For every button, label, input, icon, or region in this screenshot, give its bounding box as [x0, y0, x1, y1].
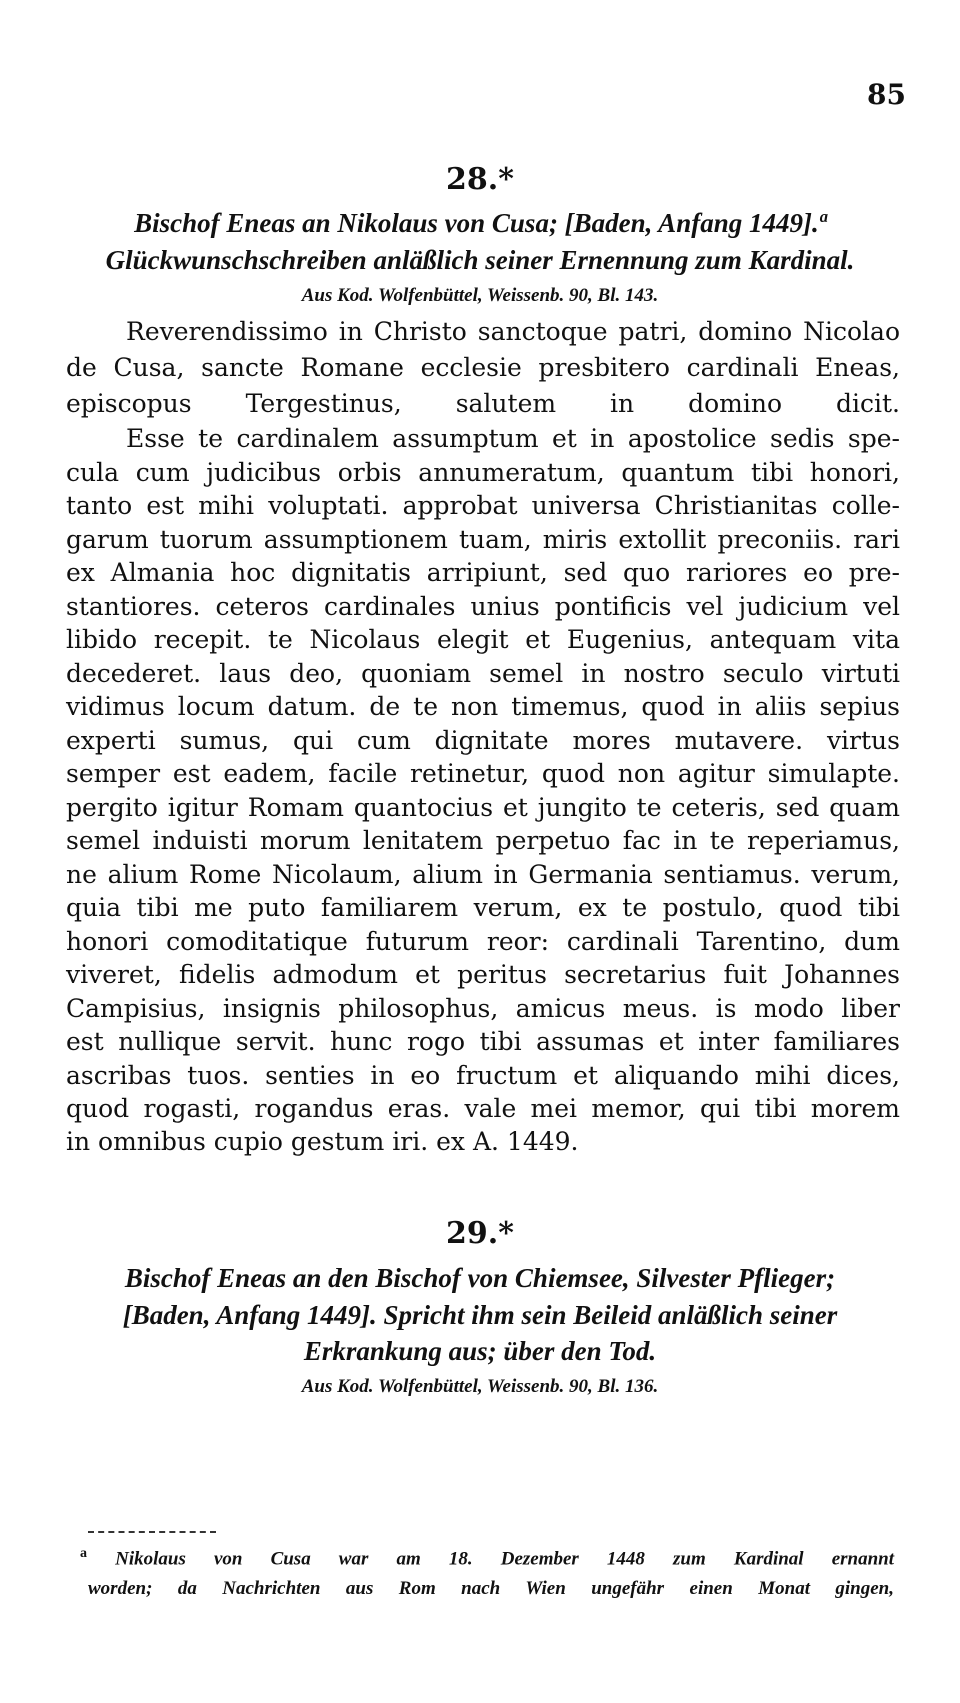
document-28-title-line-2: Glückwunschschreiben anläßlich seiner Ernennung zum Kardinal. — [105, 245, 855, 275]
body-line: est nullique servit. hunc rogo tibi assumas et inter familiares — [66, 1027, 900, 1056]
document-29-title-line-3: Erkrankung aus; über den Tod. — [303, 1336, 657, 1366]
body-line: quod rogasti, rogandus eras. vale mei memor, qui tibi morem — [66, 1094, 900, 1123]
body-line: viveret, fidelis admodum et peritus secretarius fuit Johannes — [66, 960, 900, 989]
footnote-rule — [88, 1531, 216, 1533]
document-29-title-line-1: Bischof Eneas an den Bischof von Chiemsee, Silvester Pflieger; — [124, 1263, 836, 1293]
body-line: ex Almania hoc dignitatis arripiunt, sed quo rariores eo pre- — [66, 558, 900, 587]
body-line: garum tuorum assumptionem tuam, miris extollit preconiis. rari — [66, 524, 900, 554]
footnote-mark: a — [80, 1546, 87, 1561]
address-line: de Cusa, sancte Romane ecclesie presbitero cardinali Eneas, — [66, 353, 900, 382]
body-line: semper est eadem, facile retinetur, quod non agitur simulapte. — [66, 759, 900, 788]
footnote-line-1-text: Nikolaus von Cusa war am 18. Dezember 1448 zum Kardinal ernannt — [115, 1548, 894, 1570]
document-29-title-line-2: [Baden, Anfang 1449]. Spricht ihm sein Beileid anläßlich seiner — [122, 1300, 838, 1330]
document-28-title-line-1: Bischof Eneas an Nikolaus von Cusa; [Baden, Anfang 1449].ª — [134, 208, 826, 238]
document-28-closing-line: in omnibus cupio gestum iri. ex A. 1449. — [66, 1127, 579, 1156]
body-line: semel induisti morum lenitatem perpetuo fac in te reperiamus, — [66, 826, 900, 855]
document-28-source: Aus Kod. Wolfenbüttel, Weissenb. 90, Bl. 143. — [301, 285, 659, 306]
body-line: Esse te cardinalem assumptum et in apostolice sedis spe- — [126, 424, 900, 453]
body-line: quia tibi me puto familiarem verum, ex te postulo, quod tibi — [66, 893, 900, 922]
body-line: tanto est mihi voluptati. approbat universa Christianitas colle- — [66, 491, 900, 520]
body-line: libido recepit. te Nicolaus elegit et Eugenius, antequam vita — [66, 625, 900, 654]
body-line: decederet. laus deo, quoniam semel in nostro seculo virtuti — [66, 658, 900, 688]
document-29-number: 29.* — [446, 1216, 514, 1251]
body-line: honori comoditatique futurum reor: cardinali Tarentino, dum — [66, 926, 900, 956]
address-line: episcopus Tergestinus, salutem in domino dicit. — [66, 389, 900, 418]
body-line: Campisius, insignis philosophus, amicus meus. is modo liber — [66, 993, 900, 1023]
document-29-source: Aus Kod. Wolfenbüttel, Weissenb. 90, Bl. 136. — [301, 1376, 659, 1397]
body-line: vidimus locum datum. de te non timemus, quod in aliis sepius — [66, 692, 900, 721]
body-line: ne alium Rome Nicolaum, alium in Germania sentiamus. verum, — [66, 859, 900, 889]
body-line: stantiores. ceteros cardinales unius pontificis vel judicium vel — [66, 591, 900, 621]
address-line: Reverendissimo in Christo sanctoque patri, domino Nicolao — [126, 317, 900, 346]
footnote-line-2: worden; da Nachrichten aus Rom nach Wien ungefähr einen Monat gingen, — [88, 1578, 894, 1599]
body-line: cula cum judicibus orbis annumeratum, quantum tibi honori, — [66, 457, 900, 487]
body-line: pergito igitur Romam quantocius et jungito te ceteris, sed quam — [66, 792, 900, 822]
page-number: 85 — [867, 78, 906, 111]
document-28-number: 28.* — [446, 162, 514, 197]
body-line: ascribas tuos. senties in eo fructum et aliquando mihi dices, — [66, 1060, 900, 1090]
body-line: experti sumus, qui cum dignitate mores mutavere. virtus — [66, 725, 900, 755]
